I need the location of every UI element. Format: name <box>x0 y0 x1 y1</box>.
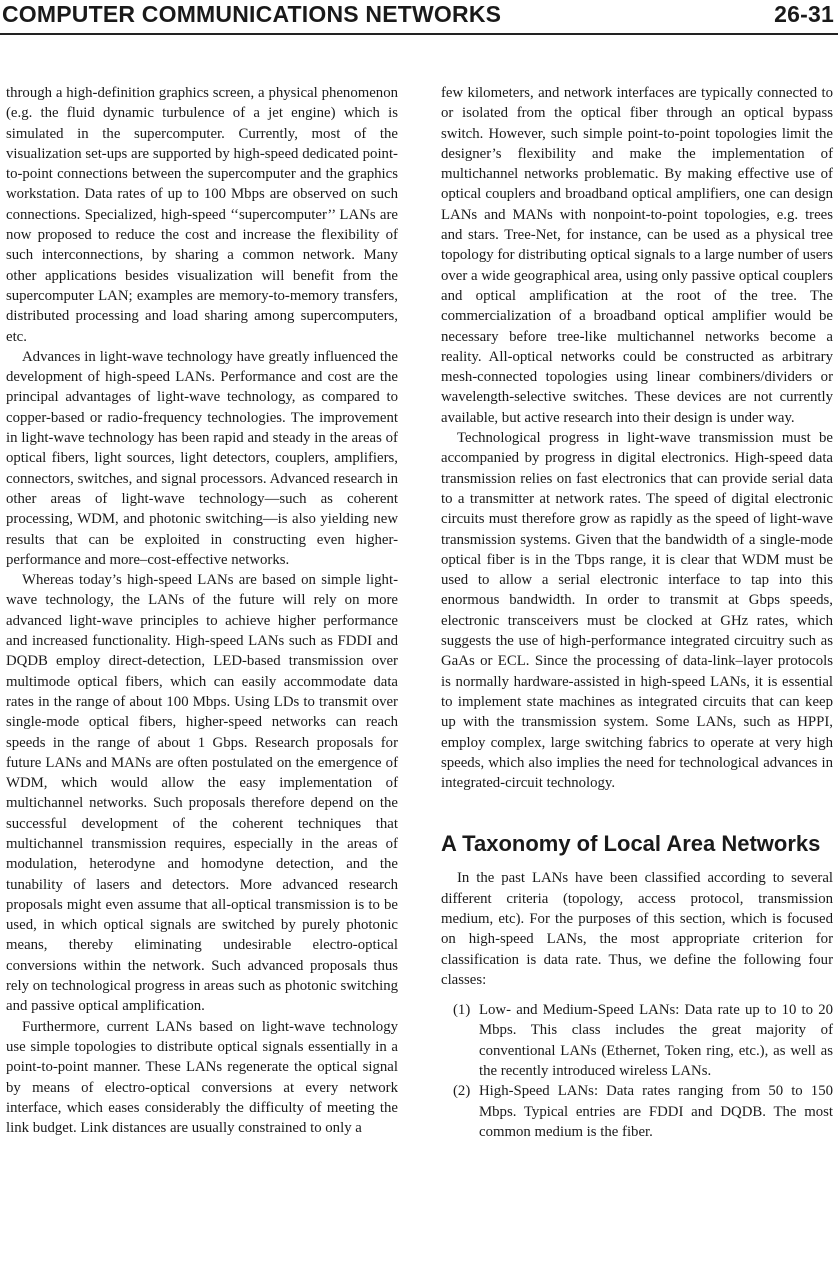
list-item-text: High-Speed LANs: Data rates ranging from 50 to 150 Mbps. Typical entries are FDDI and DQDB. The most common medium is the fiber. <box>479 1083 833 1140</box>
header-rule <box>0 33 838 35</box>
list-item-number: (1) <box>453 1002 471 1019</box>
paragraph: Advances in light-wave technology have greatly influenced the development of high-speed LANs. Performance and cost are the principal advantages of light-wave technology, as compared to copper-based or radio-frequency technologies. The improvement in light-wave technology has been rapid and steady in the areas of optical fibers, light sources, light detectors, couplers, amplifiers, connectors, switches, and signal processors. Advanced research in other areas of light-wave technology—such as coherent processing, WDM, and photonic switching—is also yielding new results that can be exploited in constructing even higher-performance and more–cost-effective networks. <box>6 348 398 568</box>
running-header <box>0 0 838 36</box>
paragraph: Technological progress in light-wave transmission must be accompanied by progress in digital electronics. High-speed data transmission relies on fast electronics that can provide serial data to a transmitter at network rates. The speed of digital electronic circuits must therefore grow as rapidly as the speed of light-wave transmission systems. Given that the bandwidth of a single-mode optical fiber is in the Tbps range, it is clear that WDM must be used to allow a serial electronic interface to tap into this enormous bandwidth. In order to transmit at Gbps speeds, electronic transceivers must be clocked at GHz rates, which suggests the use of high-performance integrated circuitry such as GaAs or ECL. Since the processing of data-link–layer protocols is normally hardware-assisted in high-speed LANs, it is essential to implement state machines as integrated circuits that can keep up with the transmission system. Some LANs, such as HPPI, employ complex, large switching fabrics to operate at very high speeds, which also implies the need for technological advances in integrated-circuit technology. <box>441 430 833 792</box>
class-list <box>441 1000 833 1142</box>
paragraph: through a high-definition graphics screen, a physical phenomenon (e.g. the fluid dynamic turbulence of a jet engine) which is simulated in the supercomputer. Currently, most of the visualization set-ups are supported by high-speed dedicated point-to-point connections between the supercomputer and the graphics workstation. Data rates of up to 100 Mbps are observed on such connections. Specialized, high-speed ‘‘supercomputer’’ LANs are now proposed to reduce the cost and increase the flexibility of such interconnections, by sharing a common network. Many other applications besides visualization will benefit from the supercomputer LAN; examples are memory-to-memory transfers, distributed processing and load sharing among supercomputers, etc. <box>6 85 398 345</box>
section-title: A Taxonomy of Local Area Networks <box>441 831 821 857</box>
paragraph: Whereas today’s high-speed LANs are based on simple light-wave technology, the LANs of the future will rely on more advanced light-wave principles to achieve higher performance and increased functionality. High-speed LANs such as FDDI and DQDB employ direct-detection, LED-based transmission over multimode optical fibers, which can easily accommodate data rates in the range of about 100 Mbps. Using LDs to transmit over single-mode optical fibers, higher-speed networks can reach speeds in the range of about 1 Gbps. Research proposals for future LANs and MANs are often postulated on the emergence of WDM, which would allow the easy implementation of multichannel networks. Such proposals therefore depend on the successful development of the coherent techniques that multichannel transmission requires, especially in the areas of modulation, heterodyne and homodyne detection, and the tunability of lasers and detectors. More advanced research proposals might even assume that all-optical transmission is to be used, in which optical signals are switched by purely photonic means, thereby eliminating undesirable electro-optical conversions within the network. Such advanced proposals thus rely on technological progress in areas such as photonic switching and passive optical amplification. <box>6 572 398 1015</box>
paragraph: In the past LANs have been classified according to several different criteria (topology, access protocol, transmission medium, etc). For the purposes of this section, which is focused on high-speed LANs, the most appropriate criterion for classification is data rate. Thus, we define the following four classes: <box>441 870 833 988</box>
list-item <box>441 1081 833 1142</box>
page-number: 26-31 <box>774 1 834 27</box>
paragraph: few kilometers, and network interfaces are typically connected to or isolated from the optical fiber through an optical bypass switch. However, such simple point-to-point topologies limit the designer’s flexibility and make the implementation of multichannel networks problematic. By making effective use of optical couplers and broadband optical amplifiers, one can design LANs and MANs with nonpoint-to-point topologies, e.g. trees and stars. Tree-Net, for instance, can be used as a physical tree topology for distributing optical signals to a large number of users over a wide geographical area, using only passive optical couplers and optical amplification at the root of the tree. The commercialization of a broadband optical amplifier would be necessary before tree-like multichannel networks become a reality. All-optical networks could be constructed as arbitrary mesh-connected topologies using linear combiners/dividers or wavelength-selective switches. These devices are not currently available, but active research into their design is under way. <box>441 85 833 426</box>
running-header-title: COMPUTER COMMUNICATIONS NETWORKS <box>2 1 502 27</box>
paragraph: Furthermore, current LANs based on light-wave technology use simple topologies to distribute optical signals essentially in a point-to-point manner. These LANs regenerate the optical signal by means of electro-optical conversions at every network interface, which eases considerably the difficulty of meeting the link budget. Link distances are usually constrained to only a <box>6 1018 398 1137</box>
section-spacer <box>441 793 833 831</box>
list-item-text: Low- and Medium-Speed LANs: Data rate up to 10 to 20 Mbps. This class includes the great majority of conventional LANs (Ethernet, Token ring, etc.), as well as the recently introduced wireless LANs. <box>479 1002 833 1080</box>
right-column <box>441 83 833 1142</box>
left-column <box>6 83 398 1138</box>
list-item <box>441 1000 833 1081</box>
list-item-number: (2) <box>453 1083 471 1100</box>
